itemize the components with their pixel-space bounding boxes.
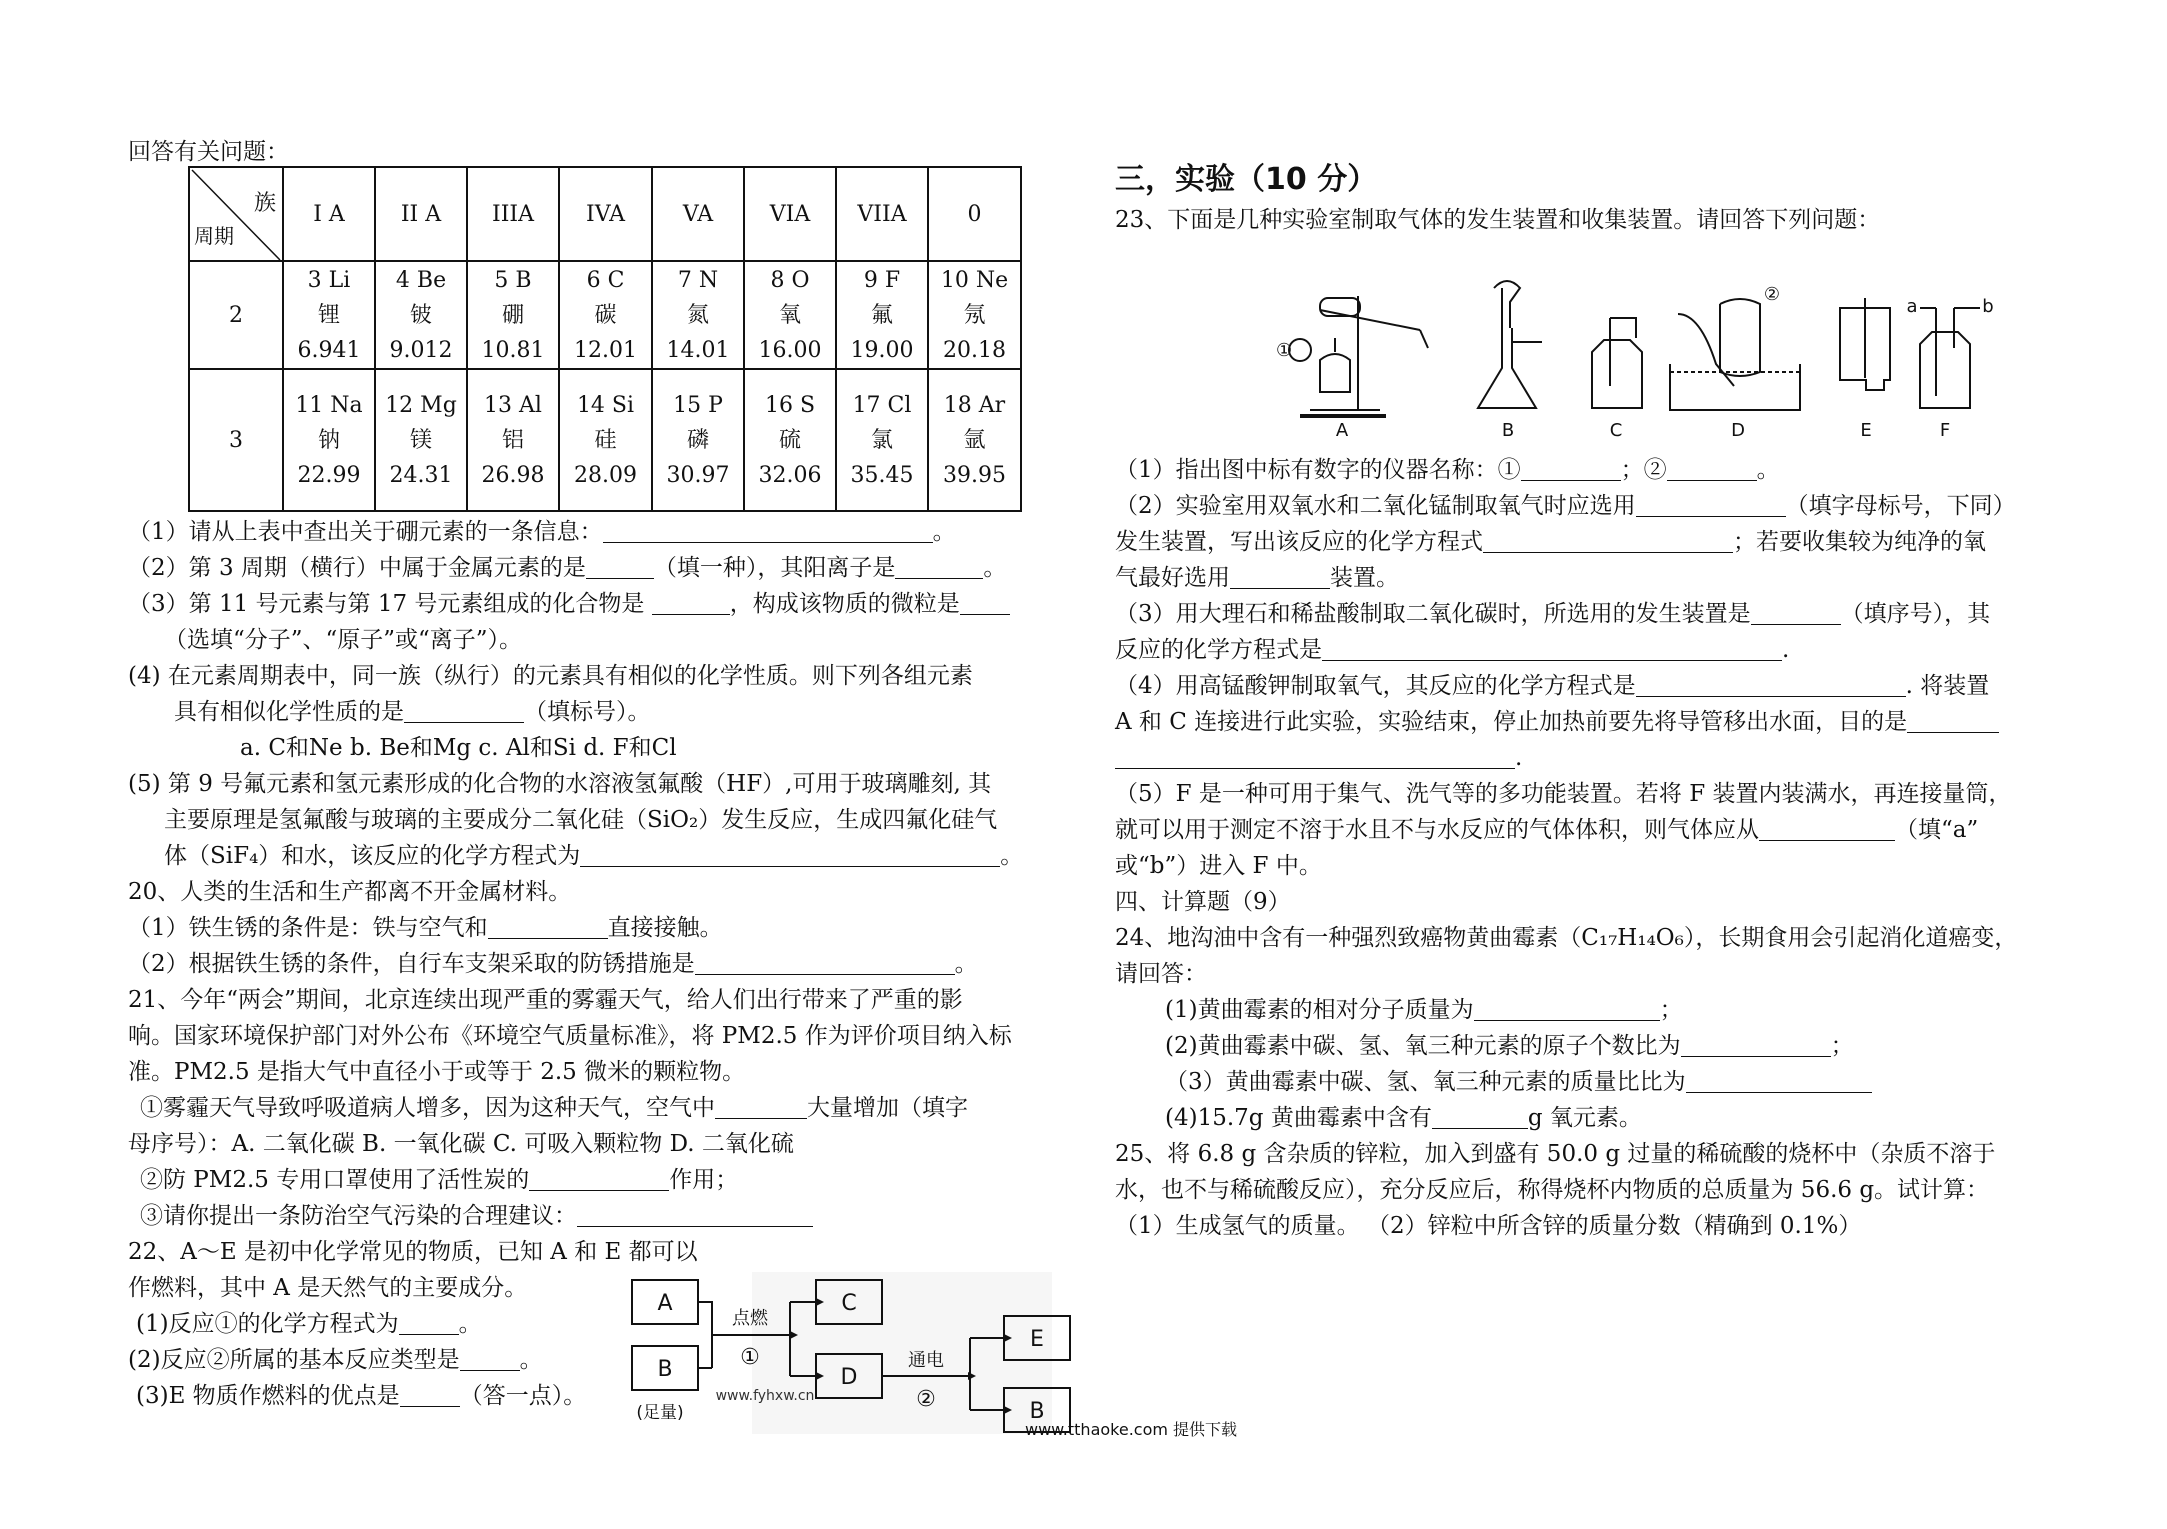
q19-part4-options: a. C和Ne b. Be和Mg c. Al和Si d. F和Cl xyxy=(240,735,677,761)
q21-part2: ②防 PM2.5 专用口罩使用了活性炭的 作用； xyxy=(140,1167,739,1193)
node-d: D xyxy=(840,1365,858,1390)
q22-stem-cont: 作燃料，其中 A 是天然气的主要成分。 xyxy=(128,1275,528,1301)
element-cell: 17 Cl 氯 35.45 xyxy=(836,369,928,511)
port-b: b xyxy=(1982,296,1994,317)
q21-part3: ③请你提出一条防治空气污染的合理建议： xyxy=(128,1198,1023,1234)
q22-part1: (1)反应①的化学方程式为 。 xyxy=(136,1311,482,1337)
question-23-parts xyxy=(1115,452,2017,1244)
marker-1: ① xyxy=(1275,340,1293,361)
q23-part3: （3）用大理石和稀盐酸制取二氧化碳时，所选用的发生装置是 （填序号），其 xyxy=(1115,601,1991,627)
q20-part1: （1）铁生锈的条件是：铁与空气和 直接接触。 xyxy=(128,915,723,941)
apparatus-c xyxy=(1592,318,1642,408)
element-cell: 6 C 碳 12.01 xyxy=(559,261,652,369)
q24-part4: (4)15.7g 黄曲霉素中含有 g 氧元素。 xyxy=(1165,1105,1642,1131)
q24-stem-cont: 请回答： xyxy=(1115,961,1207,987)
label-d: D xyxy=(1731,420,1745,441)
apparatus-e xyxy=(1840,298,1890,390)
footer-download-note: www.tthaoke.com 提供下载 xyxy=(1025,1420,1238,1439)
section-4-heading: 四、计算题（9） xyxy=(1115,889,1291,915)
q23-part5: （5）F 是一种可用于集气、洗气等的多功能装置。若将 F 装置内装满水，再连接量筒， xyxy=(1115,781,2012,807)
q22-part2: (2)反应②所属的基本反应类型是 。 xyxy=(128,1347,543,1373)
q22-stem: 22、A～E 是初中化学常见的物质，已知 A 和 E 都可以 xyxy=(128,1239,698,1265)
watermark: www.fyhxw.cn xyxy=(715,1388,815,1404)
element-cell: 11 Na 钠 22.99 xyxy=(283,369,375,511)
marker-2: ② xyxy=(1763,284,1781,305)
q21-part1-options: 母序号）：A. 二氧化碳 B. 一氧化碳 C. 可吸入颗粒物 D. 二氧化硫 xyxy=(128,1131,794,1157)
element-cell: 5 B 硼 10.81 xyxy=(467,261,559,369)
step-2: ② xyxy=(916,1387,936,1412)
condition-ignite: 点燃 xyxy=(732,1308,768,1329)
section-3-heading: 三，实验（10 分） xyxy=(1115,162,1378,197)
q21-part1: ①雾霾天气导致呼吸道病人增多，因为这种天气，空气中 大量增加（填字 xyxy=(140,1095,968,1121)
node-a: A xyxy=(657,1291,673,1316)
element-cell: 8 O 氧 16.00 xyxy=(744,261,836,369)
q23-part2: （2）实验室用双氧水和二氧化锰制取氧气时应选用 （填字母标号，下同） xyxy=(1115,493,2016,519)
period-label: 3 xyxy=(189,369,283,511)
q21-stem-cont2: 准。PM2.5 是指大气中直径小于或等于 2.5 微米的颗粒物。 xyxy=(128,1059,746,1085)
element-cell: 3 Li 锂 6.941 xyxy=(283,261,375,369)
node-c: C xyxy=(841,1291,857,1316)
group-header: I A xyxy=(283,167,375,261)
q21-stem-cont: 响。国家环境保护部门对外公布《环境空气质量标准》，将 PM2.5 作为评价项目纳入标 xyxy=(128,1023,1012,1049)
q24-stem: 24、地沟油中含有一种强烈致癌物黄曲霉素（C₁₇H₁₄O₆），长期食用会引起消化道癌变， xyxy=(1115,925,2018,951)
element-cell: 4 Be 铍 9.012 xyxy=(375,261,467,369)
element-cell: 13 Al 铝 26.98 xyxy=(467,369,559,511)
q19-part3: （3）第 11 号元素与第 17 号元素组成的化合物是 ，构成该物质的微粒是 xyxy=(128,586,1023,622)
condition-electrolysis: 通电 xyxy=(908,1350,944,1371)
periodic-table xyxy=(188,166,1022,512)
q19-part2: （2）第 3 周期（横行）中属于金属元素的是 （填一种），其阳离子是 。 xyxy=(128,555,1007,581)
step-1: ① xyxy=(740,1345,760,1370)
apparatus-f xyxy=(1920,308,1980,408)
label-f: F xyxy=(1939,420,1951,441)
q20-stem: 20、人类的生活和生产都离不开金属材料。 xyxy=(128,879,572,905)
node-b: B xyxy=(657,1357,673,1382)
group-header: VIA xyxy=(744,167,836,261)
corner-period-label: 周期 xyxy=(194,224,234,248)
element-cell: 15 P 磷 30.97 xyxy=(652,369,744,511)
q19-part4-cont: 具有相似化学性质的是 （填标号）。 xyxy=(174,699,651,725)
table-row-period-2 xyxy=(189,261,1021,369)
node-b2: B xyxy=(1029,1399,1045,1424)
group-header: IIIA xyxy=(467,167,559,261)
q23-part4: （4）用高锰酸钾制取氧气，其反应的化学方程式是 . 将装置 xyxy=(1115,673,1990,699)
excess-label: (足量) xyxy=(636,1403,684,1423)
element-cell: 7 N 氮 14.01 xyxy=(652,261,744,369)
group-header: IVA xyxy=(559,167,652,261)
q24-part1: (1)黄曲霉素的相对分子质量为 ； xyxy=(1165,997,1683,1023)
label-c: C xyxy=(1609,420,1623,441)
period-label: 2 xyxy=(189,261,283,369)
q21-stem: 21、今年“两会”期间，北京连续出现严重的雾霾天气，给人们出行带来了严重的影 xyxy=(128,987,963,1013)
q19-part5: (5) 第 9 号氟元素和氢元素形成的化合物的水溶液氢氟酸（HF）,可用于玻璃雕刻, 其 xyxy=(128,771,992,797)
q24-part2: (2)黄曲霉素中碳、氢、氧三种元素的原子个数比为 ； xyxy=(1165,1033,1854,1059)
element-cell: 12 Mg 镁 24.31 xyxy=(375,369,467,511)
q25-stem: 25、将 6.8 g 含杂质的锌粒，加入到盛有 50.0 g 过量的稀硫酸的烧杯中（杂质不溶于 xyxy=(1115,1141,1996,1167)
q20-part2: （2）根据铁生锈的条件，自行车支架采取的防锈措施是 。 xyxy=(128,951,978,977)
intro-text: 回答有关问题： xyxy=(128,139,289,165)
q19-part5-cont: 主要原理是氢氟酸与玻璃的主要成分二氧化硅（SiO₂）发生反应，生成四氟化硅气 xyxy=(164,807,998,833)
q19-part3-cont: （选填“分子”、“原子”或“离子”）。 xyxy=(164,627,523,653)
q24-part3: （3）黄曲霉素中碳、氢、氧三种元素的质量比比为 xyxy=(1115,1064,2017,1100)
port-a: a xyxy=(1906,296,1918,317)
element-cell: 9 F 氟 19.00 xyxy=(836,261,928,369)
q23-part1: （1）指出图中标有数字的仪器名称：① ；② 。 xyxy=(1115,457,1780,483)
q19-part4: (4) 在元素周期表中，同一族（纵行）的元素具有相似的化学性质。则下列各组元素 xyxy=(128,663,973,689)
apparatus-diagram xyxy=(1275,268,2000,441)
table-row-period-3 xyxy=(189,369,1021,511)
q23-part3-cont: 反应的化学方程式是 . xyxy=(1115,637,1790,663)
q19-part1: （1）请从上表中查出关于硼元素的一条信息： 。 xyxy=(128,519,956,545)
table-corner-cell xyxy=(189,167,283,261)
q25-stem-cont: 水，也不与稀硫酸反应），充分反应后，称得烧杯内物质的总质量为 56.6 g。试计算： xyxy=(1115,1177,1990,1203)
reaction-flow-diagram xyxy=(620,1272,1150,1434)
apparatus-a xyxy=(1289,296,1428,416)
element-cell: 14 Si 硅 28.09 xyxy=(559,369,652,511)
label-a: A xyxy=(1335,420,1349,441)
q23-part2-cont2: 气最好选用 装置。 xyxy=(1115,565,1399,591)
label-e: E xyxy=(1860,420,1872,441)
group-header: VA xyxy=(652,167,744,261)
label-b: B xyxy=(1501,420,1515,441)
corner-group-label: 族 xyxy=(253,191,276,216)
q23-part5-cont2: 或“b”）进入 F 中。 xyxy=(1115,853,1322,879)
q23-stem: 23、下面是几种实验室制取气体的发生装置和收集装置。请回答下列问题： xyxy=(1115,207,1881,233)
group-header: 0 xyxy=(928,167,1021,261)
q23-part2-cont: 发生装置，写出该反应的化学方程式 ；若要收集较为纯净的氧 xyxy=(1115,529,1986,555)
q25-questions: （1）生成氢气的质量。 （2）锌粒中所含锌的质量分数（精确到 0.1%） xyxy=(1115,1213,1862,1239)
group-header: VIIA xyxy=(836,167,928,261)
node-e: E xyxy=(1030,1327,1044,1352)
q22-part3: (3)E 物质作燃料的优点是 （答一点）。 xyxy=(136,1383,587,1409)
element-cell: 16 S 硫 32.06 xyxy=(744,369,836,511)
q23-part5-cont: 就可以用于测定不溶于水且不与水反应的气体体积，则气体应从 （填“a” xyxy=(1115,817,1979,843)
q19-part5-cont2: 体（SiF₄）和水，该反应的化学方程式为 。 xyxy=(164,843,1024,869)
group-header: II A xyxy=(375,167,467,261)
apparatus-b xyxy=(1478,281,1542,408)
element-cell: 18 Ar 氩 39.95 xyxy=(928,369,1021,511)
q23-part4-cont2: . xyxy=(1115,740,2017,776)
apparatus-d xyxy=(1670,299,1800,410)
q23-part4-cont: A 和 C 连接进行此实验，实验结束，停止加热前要先将导管移出水面，目的是 xyxy=(1115,704,2017,740)
element-cell: 10 Ne 氖 20.18 xyxy=(928,261,1021,369)
